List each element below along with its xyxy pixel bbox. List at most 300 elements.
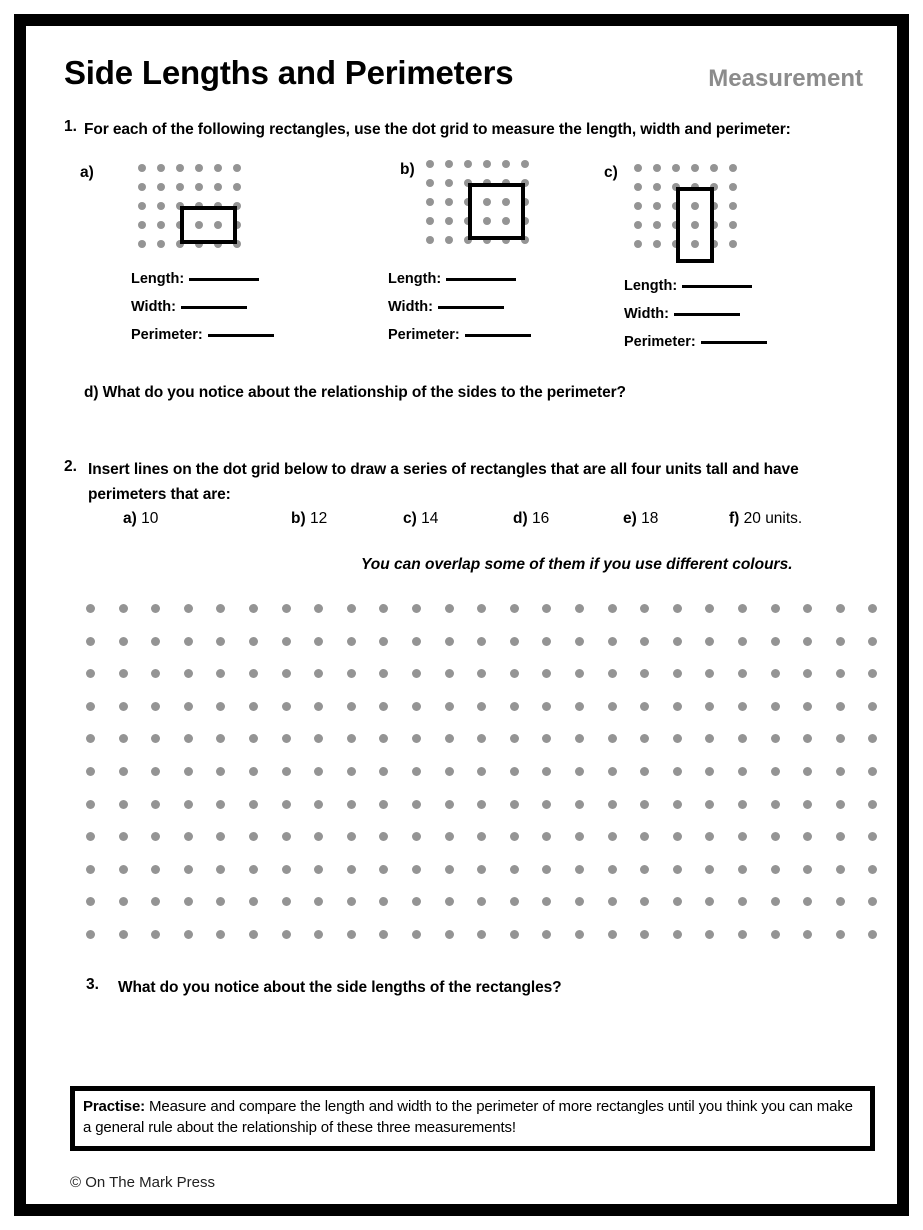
grid-dot [575,637,584,646]
grid-dot [729,240,737,248]
grid-dot [314,832,323,841]
field-blank-width-a[interactable] [181,306,247,309]
field-blank-width-b[interactable] [438,306,504,309]
grid-dot [608,897,617,906]
grid-dot [836,832,845,841]
grid-dot [314,767,323,776]
field-blank-width-c[interactable] [674,313,740,316]
grid-dot [216,930,225,939]
overlap-note: You can overlap some of them if you use different colours. [361,556,793,573]
practise-box [70,1086,875,1151]
grid-dot [249,637,258,646]
grid-dot [119,800,128,809]
grid-dot [836,637,845,646]
grid-dot [510,800,519,809]
grid-dot [314,800,323,809]
grid-dot [151,637,160,646]
field-blank-perimeter-a[interactable] [208,334,274,337]
grid-dot [640,604,649,613]
grid-dot [151,604,160,613]
grid-dot [445,217,453,225]
grid-dot [803,604,812,613]
grid-dot [86,930,95,939]
grid-dot [477,930,486,939]
grid-dot [477,669,486,678]
grid-dot [347,930,356,939]
grid-dot [426,160,434,168]
grid-dot [314,702,323,711]
grid-dot [836,800,845,809]
grid-dot [771,669,780,678]
grid-dot [803,930,812,939]
grid-dot [673,897,682,906]
grid-dot [510,897,519,906]
grid-dot [412,832,421,841]
grid-dot [608,865,617,874]
grid-dot [314,865,323,874]
grid-dot [672,164,680,172]
field-row-width-b [388,299,531,327]
grid-dot [673,767,682,776]
grid-dot [738,800,747,809]
grid-dot [705,669,714,678]
grid-dot [575,734,584,743]
option-e [623,510,658,528]
grid-dot [184,832,193,841]
grid-dot [738,604,747,613]
grid-dot [738,734,747,743]
dot-grid-main[interactable] [86,604,877,939]
field-label-perimeter-c: Perimeter: [624,334,696,350]
grid-dot [803,865,812,874]
grid-dot [282,800,291,809]
grid-dot [575,832,584,841]
grid-dot [86,734,95,743]
grid-dot [640,767,649,776]
worksheet-header [64,54,871,106]
grid-dot [836,604,845,613]
grid-dot [184,897,193,906]
grid-dot [347,669,356,678]
grid-dot [868,930,877,939]
grid-dot [771,800,780,809]
page-title: Side Lengths and Perimeters [64,54,514,91]
grid-dot [119,734,128,743]
grid-dot [412,604,421,613]
grid-dot [640,637,649,646]
grid-dot [608,832,617,841]
grid-dot [184,800,193,809]
question-3-number: 3. [86,976,99,993]
grid-dot [575,669,584,678]
grid-dot [634,240,642,248]
field-label-width-b: Width: [388,299,433,315]
grid-dot [119,604,128,613]
grid-dot [184,930,193,939]
grid-dot [282,637,291,646]
grid-dot [86,865,95,874]
grid-dot [542,865,551,874]
practise-body: Measure and compare the length and width to the perimeter of more rectangles until you think you can make a general rule about the relationship of these three measurements! [83,1098,853,1137]
grid-dot [771,767,780,776]
grid-dot [379,637,388,646]
grid-dot [510,637,519,646]
grid-dot [347,604,356,613]
grid-dot [379,930,388,939]
dot-grid-c [634,164,737,248]
grid-dot [803,897,812,906]
grid-dot [314,637,323,646]
grid-dot [705,604,714,613]
field-blank-length-c[interactable] [682,285,752,288]
grid-dot [347,702,356,711]
grid-dot [673,865,682,874]
answer-fields-c [624,278,767,362]
grid-dot [314,734,323,743]
grid-dot [510,767,519,776]
grid-dot [542,637,551,646]
grid-dot [673,734,682,743]
grid-dot [542,669,551,678]
grid-dot [151,800,160,809]
grid-dot [195,164,203,172]
grid-dot [640,930,649,939]
grid-dot [282,734,291,743]
rectangle-outline [180,206,237,244]
grid-dot [379,865,388,874]
grid-dot [673,930,682,939]
grid-dot [673,669,682,678]
grid-dot [477,800,486,809]
grid-dot [868,767,877,776]
question-1-text: For each of the following rectangles, use the dot grid to measure the length, width and perimeter: [84,121,791,138]
grid-dot [216,767,225,776]
grid-dot [184,702,193,711]
grid-dot [379,734,388,743]
grid-dot [445,865,454,874]
grid-dot [151,930,160,939]
grid-dot [729,183,737,191]
field-blank-length-b[interactable] [446,278,516,281]
grid-dot [282,865,291,874]
question-2-text: Insert lines on the dot grid below to draw a series of rectangles that are all four units tall and have perimeters that are: [88,461,799,503]
grid-dot [282,930,291,939]
grid-dot [868,865,877,874]
grid-dot [542,832,551,841]
grid-dot [803,669,812,678]
field-row-length-a [131,271,274,299]
grid-dot [673,604,682,613]
grid-dot [836,767,845,776]
grid-dot [138,183,146,191]
field-label-width-c: Width: [624,306,669,322]
grid-dot [803,832,812,841]
grid-dot [803,637,812,646]
grid-dot [249,669,258,678]
grid-dot [464,160,472,168]
grid-dot [445,800,454,809]
grid-dot [445,767,454,776]
grid-dot [653,240,661,248]
grid-dot [542,800,551,809]
field-row-length-c [624,278,767,306]
grid-dot [86,604,95,613]
grid-dot [575,702,584,711]
grid-dot [157,183,165,191]
grid-dot [510,930,519,939]
grid-dot [640,897,649,906]
grid-dot [184,734,193,743]
grid-dot [608,702,617,711]
grid-dot [347,637,356,646]
grid-dot [379,669,388,678]
grid-dot [233,183,241,191]
grid-dot [216,604,225,613]
grid-dot [575,604,584,613]
grid-dot [282,702,291,711]
dot-grid-b [426,160,529,244]
grid-dot [836,669,845,678]
grid-dot [729,202,737,210]
option-b [291,510,327,528]
option-d-label: d) [513,510,528,527]
grid-dot [412,669,421,678]
grid-dot [738,930,747,939]
field-blank-length-a[interactable] [189,278,259,281]
grid-dot [445,734,454,743]
grid-dot [119,832,128,841]
grid-dot [412,897,421,906]
grid-dot [445,702,454,711]
grid-dot [214,164,222,172]
grid-dot [673,702,682,711]
grid-dot [477,734,486,743]
grid-dot [216,865,225,874]
grid-dot [86,832,95,841]
option-a-label: a) [123,510,137,527]
grid-dot [640,832,649,841]
grid-dot [653,183,661,191]
grid-dot [282,897,291,906]
footer-credit: © On The Mark Press [70,1174,215,1191]
field-row-width-a [131,299,274,327]
grid-dot [542,767,551,776]
grid-dot [836,702,845,711]
question-2-number: 2. [64,458,77,475]
option-c-value: 14 [421,510,439,527]
grid-dot [157,164,165,172]
field-label-width-a: Width: [131,299,176,315]
grid-dot [729,221,737,229]
grid-dot [836,930,845,939]
grid-dot [119,897,128,906]
option-b-value: 12 [309,510,328,527]
grid-dot [282,832,291,841]
field-label-perimeter-a: Perimeter: [131,327,203,343]
grid-dot [379,702,388,711]
grid-dot [176,183,184,191]
grid-dot [634,164,642,172]
question-1-number: 1. [64,118,77,135]
grid-dot [379,897,388,906]
grid-dot [502,160,510,168]
field-row-perimeter-a [131,327,274,355]
grid-dot [510,702,519,711]
grid-dot [608,637,617,646]
grid-dot [184,865,193,874]
grid-dot [542,930,551,939]
answer-fields-b [388,271,531,355]
field-row-length-b [388,271,531,299]
field-label-length-b: Length: [388,271,442,287]
grid-dot [771,865,780,874]
grid-dot [640,669,649,678]
grid-dot [868,832,877,841]
grid-dot [249,832,258,841]
grid-dot [412,800,421,809]
grid-dot [477,604,486,613]
grid-dot [868,734,877,743]
grid-dot [151,865,160,874]
grid-dot [477,702,486,711]
grid-dot [803,800,812,809]
grid-dot [119,669,128,678]
grid-dot [477,767,486,776]
grid-dot [575,930,584,939]
grid-dot [673,800,682,809]
grid-dot [86,897,95,906]
grid-dot [868,897,877,906]
field-blank-perimeter-b[interactable] [465,334,531,337]
grid-dot [249,702,258,711]
grid-dot [608,930,617,939]
grid-dot [138,202,146,210]
grid-dot [249,930,258,939]
grid-dot [771,734,780,743]
grid-dot [216,832,225,841]
grid-dot [705,930,714,939]
option-d-value: 16 [531,510,550,527]
grid-dot [347,897,356,906]
grid-dot [249,865,258,874]
option-d [513,510,549,528]
grid-dot [157,240,165,248]
grid-dot [705,734,714,743]
grid-dot [729,164,737,172]
grid-dot [445,179,453,187]
option-f [729,510,802,528]
grid-dot [119,767,128,776]
grid-dot [347,832,356,841]
grid-dot [738,832,747,841]
grid-dot [412,930,421,939]
grid-dot [510,669,519,678]
grid-dot [640,702,649,711]
grid-dot [347,734,356,743]
grid-dot [771,702,780,711]
rectangle-outline [676,187,714,263]
grid-dot [705,637,714,646]
grid-dot [249,767,258,776]
grid-dot [426,198,434,206]
grid-dot [771,832,780,841]
grid-dot [836,865,845,874]
grid-dot [868,702,877,711]
field-blank-perimeter-c[interactable] [701,341,767,344]
option-a [123,510,158,528]
grid-dot [510,832,519,841]
grid-dot [803,702,812,711]
grid-dot [119,865,128,874]
field-label-perimeter-b: Perimeter: [388,327,460,343]
grid-dot [184,637,193,646]
grid-dot [86,669,95,678]
grid-dot [86,767,95,776]
option-a-value: 10 [141,510,159,527]
grid-dot [836,897,845,906]
grid-dot [738,669,747,678]
grid-dot [151,734,160,743]
grid-dot [347,800,356,809]
grid-dot [445,669,454,678]
grid-dot [216,734,225,743]
grid-dot [249,604,258,613]
option-e-label: e) [623,510,637,527]
grid-dot [868,637,877,646]
rectangle-outline [468,183,525,240]
grid-dot [738,767,747,776]
grid-dot [868,800,877,809]
grid-dot [653,221,661,229]
grid-dot [445,637,454,646]
grid-dot [510,734,519,743]
worksheet-page [26,26,897,1204]
grid-dot [653,202,661,210]
grid-dot [379,767,388,776]
grid-dot [542,702,551,711]
grid-dot [138,164,146,172]
grid-dot [738,897,747,906]
grid-dot [477,897,486,906]
strand-label: Measurement [708,65,863,92]
grid-dot [836,734,845,743]
grid-dot [151,832,160,841]
grid-dot [379,604,388,613]
grid-dot [184,767,193,776]
field-label-length-a: Length: [131,271,185,287]
grid-dot [575,865,584,874]
grid-dot [445,604,454,613]
option-c-label: c) [403,510,417,527]
grid-dot [521,160,529,168]
grid-dot [151,767,160,776]
grid-dot [379,832,388,841]
grid-dot [771,930,780,939]
grid-dot [249,800,258,809]
grid-dot [477,832,486,841]
grid-dot [445,236,453,244]
grid-dot [738,702,747,711]
grid-dot [483,160,491,168]
grid-dot [575,767,584,776]
grid-dot [705,767,714,776]
practise-lead: Practise: [83,1098,146,1115]
grid-dot [412,702,421,711]
grid-dot [282,604,291,613]
grid-dot [445,832,454,841]
grid-dot [608,767,617,776]
grid-dot [608,800,617,809]
